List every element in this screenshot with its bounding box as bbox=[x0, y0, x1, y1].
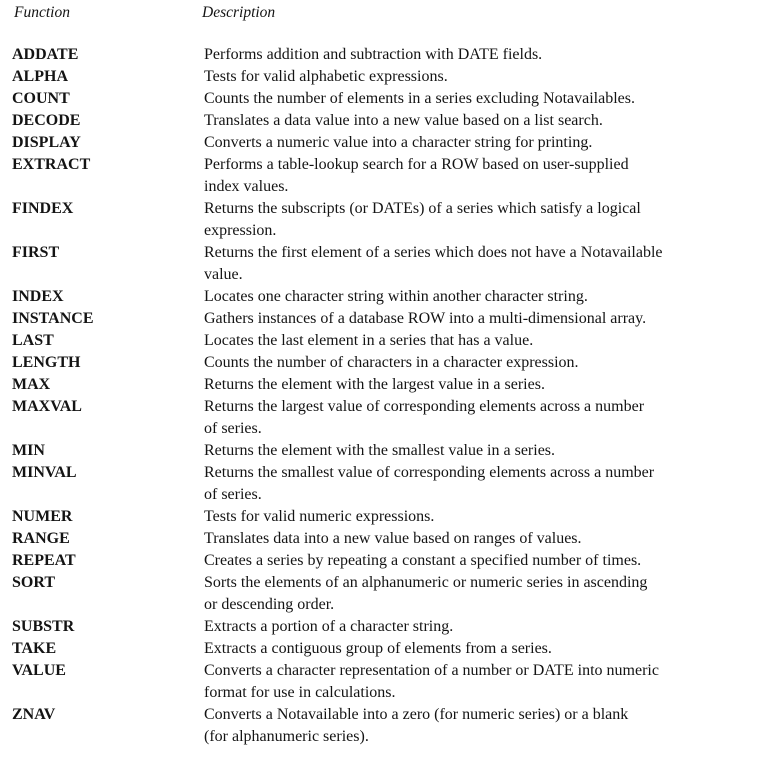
function-name: MIN bbox=[12, 442, 45, 459]
description-line: (for alphanumeric series). bbox=[204, 728, 369, 745]
description-line: Extracts a portion of a character string. bbox=[204, 618, 454, 635]
description-line: of series. bbox=[204, 420, 262, 437]
function-row bbox=[0, 88, 777, 110]
function-description bbox=[204, 374, 770, 396]
description-line: Locates the last element in a series that has a value. bbox=[204, 332, 534, 349]
function-description bbox=[204, 154, 770, 198]
description-line: Creates a series by repeating a constant a specified number of times. bbox=[204, 552, 642, 569]
function-name: ALPHA bbox=[12, 68, 68, 85]
description-line: Gathers instances of a database ROW into a multi-dimensional array. bbox=[204, 310, 647, 327]
function-row bbox=[0, 66, 777, 88]
function-description bbox=[204, 528, 770, 550]
function-name: VALUE bbox=[12, 662, 66, 679]
description-line: Returns the element with the smallest value in a series. bbox=[204, 442, 556, 459]
function-description bbox=[204, 704, 770, 748]
description-line: Performs addition and subtraction with DATE fields. bbox=[204, 46, 543, 63]
function-name: DISPLAY bbox=[12, 134, 81, 151]
function-description bbox=[204, 198, 770, 242]
function-name: ADDATE bbox=[12, 46, 79, 63]
function-name: MAXVAL bbox=[12, 398, 82, 415]
description-line: Returns the element with the largest value in a series. bbox=[204, 376, 545, 393]
function-name: ZNAV bbox=[12, 706, 56, 723]
function-description bbox=[204, 286, 770, 308]
function-column-header: Function bbox=[14, 4, 70, 21]
function-description bbox=[204, 506, 770, 528]
function-name: INSTANCE bbox=[12, 310, 94, 327]
description-line: Returns the smallest value of corresponding elements across a number bbox=[204, 464, 655, 481]
description-line: Counts the number of characters in a character expression. bbox=[204, 354, 579, 371]
function-name: MAX bbox=[12, 376, 51, 393]
function-row bbox=[0, 572, 777, 616]
function-row bbox=[0, 440, 777, 462]
function-name: DECODE bbox=[12, 112, 81, 129]
function-description bbox=[204, 110, 770, 132]
function-name: COUNT bbox=[12, 90, 70, 107]
description-line: Converts a Notavailable into a zero (for numeric series) or a blank bbox=[204, 706, 629, 723]
description-line: Translates data into a new value based on ranges of values. bbox=[204, 530, 582, 547]
function-row bbox=[0, 506, 777, 528]
function-name: SUBSTR bbox=[12, 618, 75, 635]
function-row bbox=[0, 110, 777, 132]
function-row bbox=[0, 330, 777, 352]
function-name: TAKE bbox=[12, 640, 57, 657]
function-description bbox=[204, 572, 770, 616]
function-row bbox=[0, 638, 777, 660]
function-description bbox=[204, 88, 770, 110]
function-description bbox=[204, 550, 770, 572]
function-row bbox=[0, 462, 777, 506]
function-row bbox=[0, 132, 777, 154]
description-line: Performs a table-lookup search for a ROW based on user-supplied bbox=[204, 156, 629, 173]
function-row bbox=[0, 308, 777, 330]
function-row bbox=[0, 550, 777, 572]
function-name: EXTRACT bbox=[12, 156, 91, 173]
function-description bbox=[204, 396, 770, 440]
description-line: Tests for valid numeric expressions. bbox=[204, 508, 435, 525]
function-row bbox=[0, 616, 777, 638]
function-description bbox=[204, 660, 770, 704]
description-line: Extracts a contiguous group of elements from a series. bbox=[204, 640, 552, 657]
function-name: NUMER bbox=[12, 508, 73, 525]
function-row bbox=[0, 704, 777, 748]
function-name: SORT bbox=[12, 574, 56, 591]
function-row bbox=[0, 242, 777, 286]
function-description bbox=[204, 330, 770, 352]
function-row bbox=[0, 660, 777, 704]
description-line: Translates a data value into a new value based on a list search. bbox=[204, 112, 603, 129]
function-list bbox=[0, 44, 777, 748]
function-name: MINVAL bbox=[12, 464, 77, 481]
function-description bbox=[204, 462, 770, 506]
description-line: Locates one character string within another character string. bbox=[204, 288, 588, 305]
function-name: REPEAT bbox=[12, 552, 76, 569]
function-description bbox=[204, 66, 770, 88]
function-name: LAST bbox=[12, 332, 54, 349]
function-row bbox=[0, 396, 777, 440]
function-name: FIRST bbox=[12, 244, 60, 261]
description-line: expression. bbox=[204, 222, 277, 239]
function-name: FINDEX bbox=[12, 200, 74, 217]
description-line: Returns the subscripts (or DATEs) of a series which satisfy a logical bbox=[204, 200, 641, 217]
function-row bbox=[0, 154, 777, 198]
function-description bbox=[204, 352, 770, 374]
description-line: Returns the largest value of corresponding elements across a number bbox=[204, 398, 645, 415]
function-name: LENGTH bbox=[12, 354, 81, 371]
description-line: Converts a character representation of a number or DATE into numeric bbox=[204, 662, 659, 679]
description-line: format for use in calculations. bbox=[204, 684, 396, 701]
function-row bbox=[0, 44, 777, 66]
function-row bbox=[0, 352, 777, 374]
function-description bbox=[204, 616, 770, 638]
description-line: Counts the number of elements in a series excluding Notavailables. bbox=[204, 90, 635, 107]
function-description bbox=[204, 440, 770, 462]
function-row bbox=[0, 374, 777, 396]
description-line: Sorts the elements of an alphanumeric or numeric series in ascending bbox=[204, 574, 648, 591]
description-line: Tests for valid alphabetic expressions. bbox=[204, 68, 448, 85]
function-row bbox=[0, 528, 777, 550]
description-line: of series. bbox=[204, 486, 262, 503]
description-column-header: Description bbox=[202, 4, 276, 21]
function-description bbox=[204, 44, 770, 66]
function-name: INDEX bbox=[12, 288, 64, 305]
function-name: RANGE bbox=[12, 530, 70, 547]
function-row bbox=[0, 286, 777, 308]
function-description bbox=[204, 242, 770, 286]
function-row bbox=[0, 198, 777, 242]
description-line: Converts a numeric value into a character string for printing. bbox=[204, 134, 593, 151]
function-description bbox=[204, 308, 770, 330]
function-description bbox=[204, 132, 770, 154]
description-line: index values. bbox=[204, 178, 289, 195]
description-line: or descending order. bbox=[204, 596, 335, 613]
description-line: Returns the first element of a series which does not have a Notavailable bbox=[204, 244, 663, 261]
description-line: value. bbox=[204, 266, 243, 283]
function-description bbox=[204, 638, 770, 660]
